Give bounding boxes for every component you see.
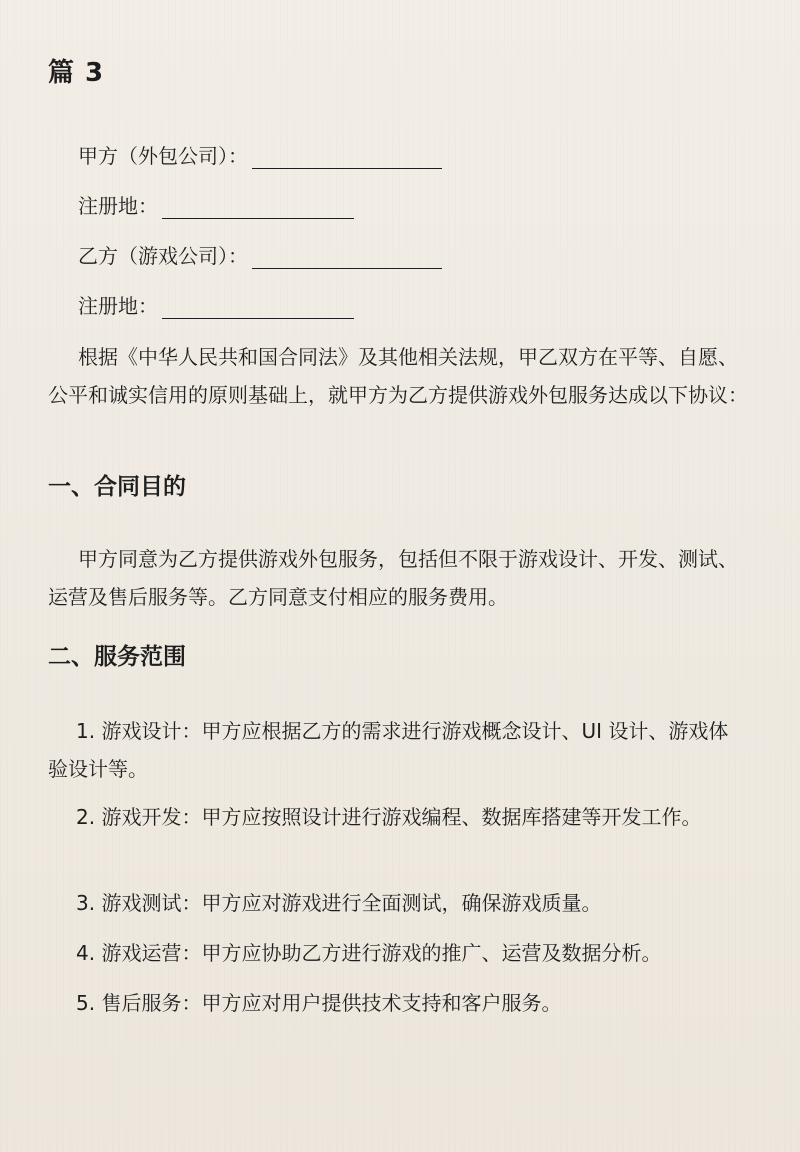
section-1-heading: 一、合同目的 (48, 474, 186, 500)
party-a-address-field (78, 190, 354, 219)
party-b-blank[interactable] (252, 246, 442, 269)
service-item: 5. 售后服务：甲方应对用户提供技术支持和客户服务。 (76, 991, 562, 1015)
party-a-address-blank[interactable] (162, 196, 354, 219)
service-item: 1. 游戏设计：甲方应根据乙方的需求进行游戏概念设计、UI 设计、游戏体验设计等。 (48, 719, 729, 781)
service-item: 4. 游戏运营：甲方应协助乙方进行游戏的推广、运营及数据分析。 (76, 941, 662, 965)
document-title: 篇 3 (48, 58, 105, 88)
party-b-label: 乙方（游戏公司）： (78, 244, 248, 268)
service-item: 2. 游戏开发：甲方应按照设计进行游戏编程、数据库搭建等开发工作。 (76, 805, 702, 829)
party-b-field (78, 240, 442, 269)
party-a-blank[interactable] (252, 146, 442, 169)
party-b-address-label: 注册地： (78, 294, 158, 318)
service-item: 3. 游戏测试：甲方应对游戏进行全面测试，确保游戏质量。 (76, 891, 602, 915)
party-a-field (78, 140, 442, 169)
party-b-address-blank[interactable] (162, 296, 354, 319)
section-2-heading: 二、服务范围 (48, 644, 186, 670)
intro-paragraph: 根据《中华人民共和国合同法》及其他相关法规，甲乙双方在平等、自愿、公平和诚实信用的原则基础上，就甲方为乙方提供游戏外包服务达成以下协议： (48, 345, 748, 407)
party-a-address-label: 注册地： (78, 194, 158, 218)
party-b-address-field (78, 290, 354, 319)
party-a-label: 甲方（外包公司）： (78, 144, 248, 168)
section-1-body: 甲方同意为乙方提供游戏外包服务，包括但不限于游戏设计、开发、测试、运营及售后服务等。乙方同意支付相应的服务费用。 (48, 547, 738, 609)
